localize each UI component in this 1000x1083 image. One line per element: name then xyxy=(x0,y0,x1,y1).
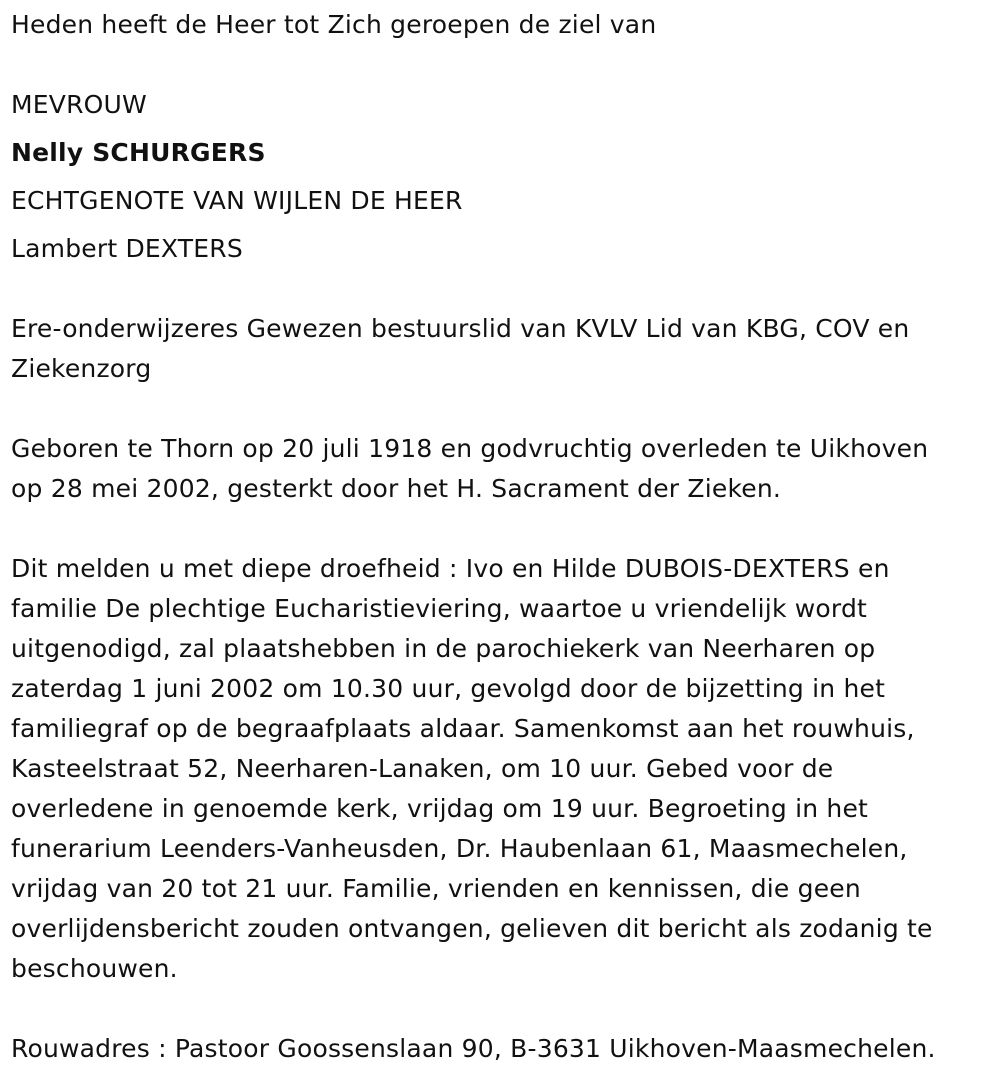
announcement-line: Kasteelstraat 52, Neerharen-Lanaken, om 10 uur. Gebed voor de xyxy=(11,754,834,783)
announcement-line: overlijdensbericht zouden ontvangen, gelieven dit bericht als zodanig te xyxy=(11,914,933,943)
announcement-line: funerarium Leenders-Vanheusden, Dr. Haubenlaan 61, Maasmechelen, xyxy=(11,834,908,863)
announcement-line: familie De plechtige Eucharistieviering, waartoe u vriendelijk wordt xyxy=(11,594,868,623)
birth-death-line: op 28 mei 2002, gesterkt door het H. Sacrament der Zieken. xyxy=(11,474,782,503)
roles-line: Ziekenzorg xyxy=(11,354,152,383)
announcement-line: familiegraf op de begraafplaats aldaar. Samenkomst aan het rouwhuis, xyxy=(11,714,915,743)
honorific-title: MEVROUW xyxy=(11,90,147,119)
deceased-name: Nelly SCHURGERS xyxy=(11,138,266,167)
announcement-line: uitgenodigd, zal plaatshebben in de parochiekerk van Neerharen op xyxy=(11,634,876,663)
announcement-line: beschouwen. xyxy=(11,954,178,983)
announcement-line: zaterdag 1 juni 2002 om 10.30 uur, gevolgd door de bijzetting in het xyxy=(11,674,886,703)
announcement-line: Dit melden u met diepe droefheid : Ivo en Hilde DUBOIS-DEXTERS en xyxy=(11,554,890,583)
announcement-line: overledene in genoemde kerk, vrijdag om 19 uur. Begroeting in het xyxy=(11,794,869,823)
relation-text: ECHTGENOTE VAN WIJLEN DE HEER xyxy=(11,186,463,215)
roles-line: Ere-onderwijzeres Gewezen bestuurslid van KVLV Lid van KBG, COV en xyxy=(11,314,910,343)
mourning-address: Rouwadres : Pastoor Goossenslaan 90, B-3631 Uikhoven-Maasmechelen. xyxy=(11,1034,936,1063)
birth-death-line: Geboren te Thorn op 20 juli 1918 en godvruchtig overleden te Uikhoven xyxy=(11,434,929,463)
announcement-line: vrijdag van 20 tot 21 uur. Familie, vrienden en kennissen, die geen xyxy=(11,874,861,903)
intro-text: Heden heeft de Heer tot Zich geroepen de ziel van xyxy=(11,10,657,39)
spouse-name: Lambert DEXTERS xyxy=(11,234,243,263)
